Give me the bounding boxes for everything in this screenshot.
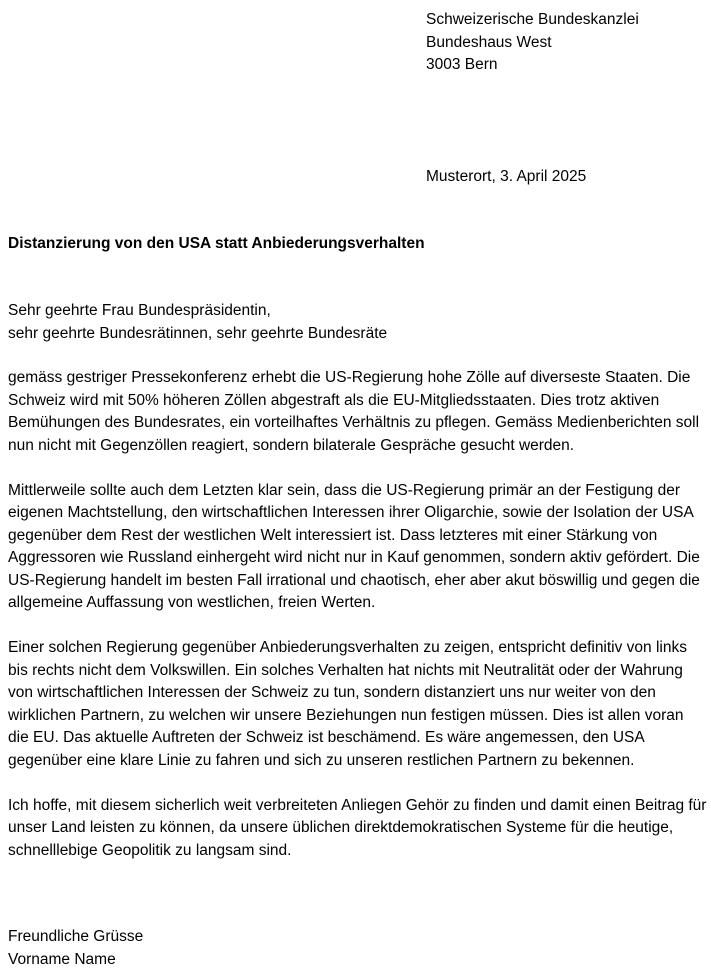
letter-body	[8, 367, 708, 885]
body-paragraph-1: gemäss gestriger Pressekonferenz erhebt die US-Regierung hohe Zölle auf diverseste Staaten. Die Schweiz wird mit 50% höheren Zöllen abgestraft als die EU-Mitgliedsstaaten. Dies trotz aktiven Bemühungen des Bundesrates, ein vorteilhaftes Verhältnis zu pflegen. Gemäss Medienberichten soll nun nicht mit Gegenzöllen reagiert, sondern bilaterale Gespräche gesucht werden.	[8, 369, 700, 454]
closing-greeting: Freundliche Grüsse	[8, 928, 144, 945]
body-paragraph-4: Ich hoffe, mit diesem sicherlich weit verbreiteten Anliegen Gehör zu finden und damit einen Beitrag für unser Land leisten zu können, da unsere üblichen direktdemokratischen Systeme für die heutige, schnelllebige Geopolitik zu langsam sind.	[8, 796, 707, 859]
salutation-line-2: sehr geehrte Bundesrätinnen, sehr geehrte Bundesräte	[8, 324, 388, 342]
letter-subject: Distanzierung von den USA statt Anbiederungsverhalten	[8, 235, 425, 252]
salutation	[8, 300, 708, 345]
recipient-line-3: 3003 Bern	[426, 56, 498, 73]
body-paragraph-3: Einer solchen Regierung gegenüber Anbiederungsverhalten zu zeigen, entspricht definitiv von links bis rechts nicht dem Volkswillen. Ein solches Verhalten hat nichts mit Neutralität oder der Wahrung von wirtschaftlichen Interessen der Schweiz zu tun, sondern distanziert uns nur weiter von den wirklichen Partnern, zu welchen wir unsere Beziehungen nun festigen müssen. Dies ist allen voran die EU. Das aktuelle Auftreten der Schweiz ist beschämend. Es wäre angemessen, den USA gegenüber eine klare Linie zu fahren und sich zu unseren restlichen Partnern zu bekennen.	[8, 639, 687, 769]
letter-date: Musterort, 3. April 2025	[426, 168, 587, 185]
letter-closing	[8, 926, 143, 971]
recipient-address	[426, 9, 706, 77]
recipient-line-2: Bundeshaus West	[426, 33, 552, 51]
body-paragraph-2: Mittlerweile sollte auch dem Letzten klar sein, dass die US-Regierung primär an der Festigung der eigenen Machtstellung, den wirtschaftlichen Interessen ihrer Oligarchie, sowie der Isolation der USA gegenüber dem Rest der westlichen Welt interessiert ist. Dass letzteres mit einer Stärkung von Aggressoren wie Russland einhergeht wird nicht nur in Kauf genommen, sondern aktiv gefördert. Die US-Regierung handelt im besten Fall irrational und chaotisch, eher aber akut böswillig und gegen die allgemeine Auffassung von westlichen, freien Werten.	[8, 481, 700, 611]
recipient-line-1: Schweizerische Bundeskanzlei	[426, 11, 639, 28]
sender-name: Vorname Name	[8, 950, 116, 968]
salutation-line-1: Sehr geehrte Frau Bundespräsidentin,	[8, 302, 271, 319]
